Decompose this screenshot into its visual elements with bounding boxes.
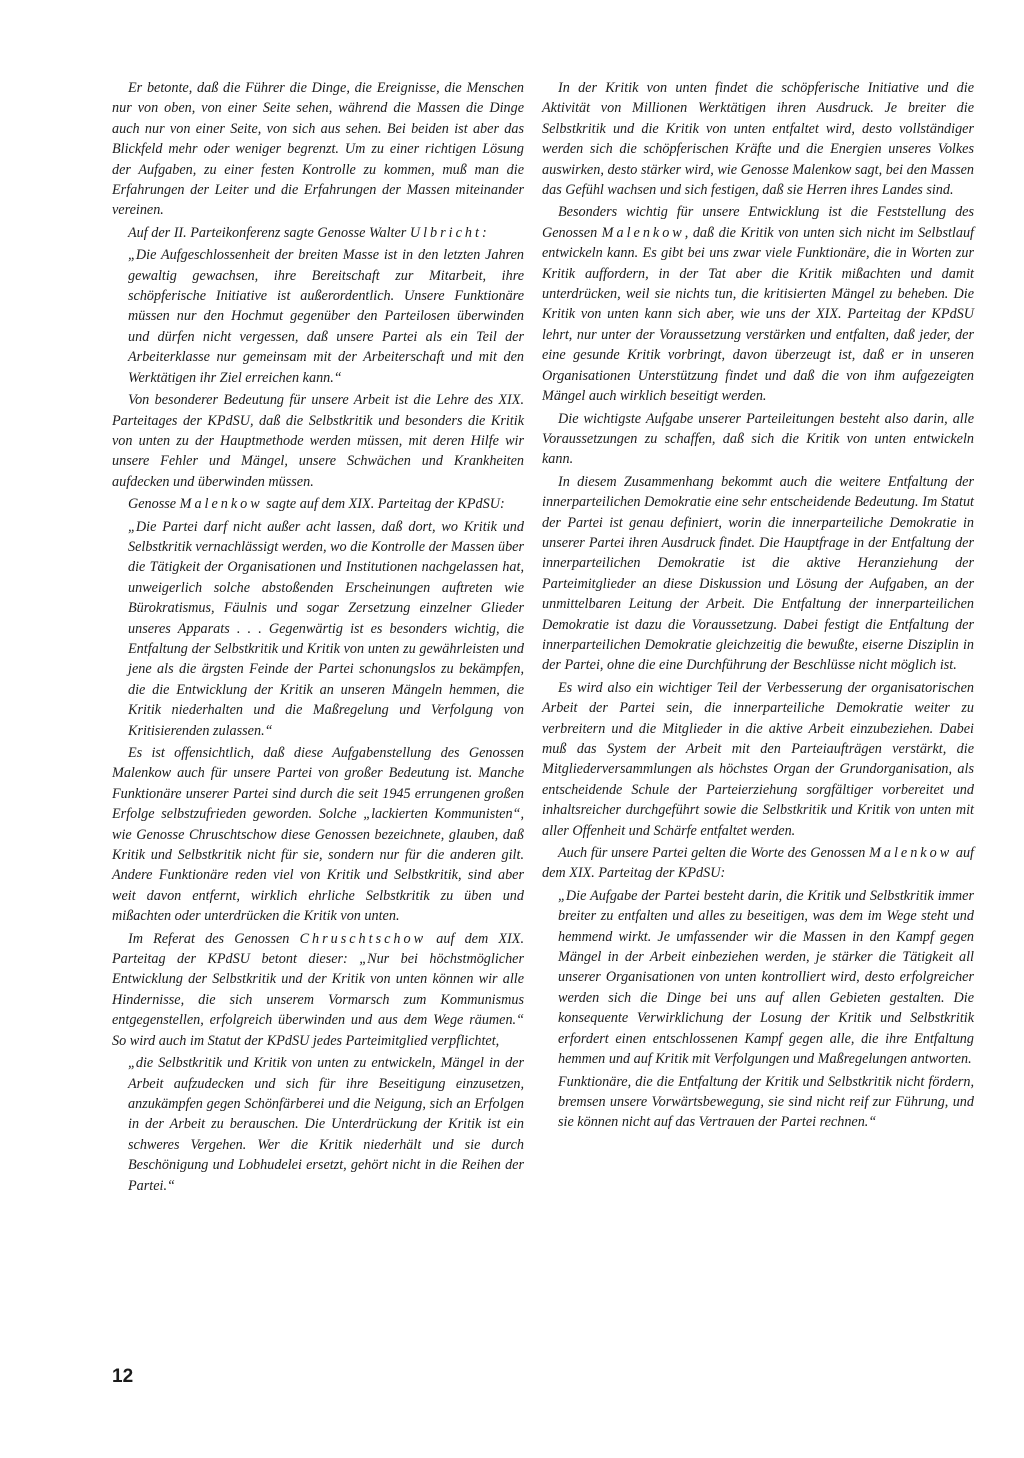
quote-paragraph: „Die Partei darf nicht außer acht lassen, daß dort, wo Kritik und Selbstkritik vernachlässigt werden, wo die Kontrolle der Massen über die Tätigkeit der Organisationen und Institutionen nachgelassen hat, unweigerlich solche abstoßenden Erscheinungen auftreten wie Bürokratismus, Fäulnis und sogar Zersetzung einzelner Glieder unseres Apparats . . . Gegenwärtig ist es besonders wichtig, die Entfaltung der Selbstkritik und Kritik von unten zu gewährleisten und jene als die ärgsten Feinde der Partei schonungslos zu bekämpfen, die die Entwicklung der Kritik an unseren Mängeln hemmen, die Kritik niederhalten und die Maßregelung und Verfolgung von Kritisierenden zulassen.“	[128, 518, 524, 739]
paragraph	[112, 929, 524, 1051]
paragraph-text: auf dem XIX. Parteitag der KPdSU betont dieser: „Nur bei höchstmöglicher Entwicklung der Selbstkritik und der Kritik von unten können wir alle Hindernisse, die sich unserem Vormarsch zum Kommunismus entgegenstellen, erfolgreich überwinden und aus dem Wege räumen.“ So wird auch im Statut der KPdSU jedes Parteimitglied verpflichtet,	[112, 930, 524, 1049]
left-column	[112, 78, 524, 1198]
paragraph-text: Im Referat des Genossen	[128, 930, 300, 947]
paragraph-text: Besonders wichtig für unsere Entwicklung ist die Feststellung des Genossen	[542, 204, 974, 241]
paragraph: Die wichtigste Aufgabe unserer Parteileitungen besteht also darin, alle Voraussetzungen zu schaffen, daß sich die Kritik von unten entwickeln kann.	[542, 410, 974, 468]
paragraph-text: auf dem XIX. Parteitag der KPdSU:	[542, 845, 974, 882]
spaced-name: Malenkow	[601, 224, 685, 241]
paragraph-text: Auch für unsere Partei gelten die Worte des Genossen	[558, 845, 870, 862]
paragraph	[112, 223, 524, 243]
spaced-name: Chruschtschow	[299, 930, 427, 947]
paragraph-text: Genosse	[128, 496, 180, 513]
page-number: 12	[112, 1366, 134, 1387]
quote-paragraph: „Die Aufgeschlossenheit der breiten Masse ist in den letzten Jahren gewaltig gewachsen, ihre Bereitschaft zur Mitarbeit, ihre schöpferische Initiative ist außerordentlich. Unsere Funktionäre müssen nur den Hochmut gegenüber den Parteilosen überwinden und dürfen nicht vergessen, daß unsere Partei als ein Teil der Arbeiterklasse nur gemeinsam mit der Arbeiterschaft und mit den Werktätigen ihr Ziel erreichen kann.“	[128, 247, 524, 386]
spaced-name: Malenkow	[179, 496, 263, 513]
paragraph-text: Auf der II. Parteikonferenz sagte Genosse Walter	[128, 224, 410, 241]
paragraph	[542, 843, 974, 884]
paragraph: Es ist offensichtlich, daß diese Aufgabenstellung des Genossen Malenkow auch für unsere Partei von großer Bedeutung ist. Manche Funktionäre unserer Partei sind durch die seit 1945 errungenen großen Erfolge selbstzufrieden geworden. Solche „lackierten Kommunisten“, wie Genosse Chruschtschow diese Genossen bezeichnete, glauben, daß Kritik und Selbstkritik nicht für sie, sondern nur für die anderen gilt. Andere Funktionäre reden viel von Kritik und Selbstkritik, sind aber weit davon entfernt, wirklich ehrliche Selbstkritik zu üben und mißachten oder unterdrücken die Kritik von unten.	[112, 745, 524, 925]
quote-paragraph: „Die Aufgabe der Partei besteht darin, die Kritik und Selbstkritik immer breiter zu entfalten und alles zu beseitigen, was dem im Wege steht und hemmend wirkt. Je umfassender wir die Massen in den Kampf gegen Mängel in der Arbeit einbeziehen werden, je stärker die Tätigkeit all unserer Organisationen von unten kontrolliert wird, desto erfolgreicher werden sich die Dinge bei uns auf allen Gebieten gestalten. Die konsequente Verwirklichung der Losung der Kritik und Selbstkritik erfordert einen entschlossenen Kampf gegen alle, die ihre Entfaltung hemmen und auf Kritik mit Verfolgungen und Maßregelungen antworten.	[558, 887, 974, 1068]
paragraph-text: , daß die Kritik von unten sich nicht im Selbstlauf entwickeln kann. Es gibt bei uns zwar viele Funktionäre, die in Worten zur Kritik auffordern, in der Tat aber die Kritik mißachten und damit unterdrücken, weil sie nichts tun, die kritisierten Mängel zu beheben. Die Kritik von unten kann sich aber, wie uns der XIX. Parteitag der KPdSU lehrt, nur unter der Voraussetzung verstärken und entfalten, daß jeder, der eine gesunde Kritik vorbringt, davon überzeugt ist, daß er in unseren Organisationen Unterstützung findet und daß die von ihm aufgezeigten Mängel auch wirklich beseitigt werden.	[542, 224, 974, 405]
spaced-name: Malenkow	[869, 845, 953, 862]
paragraph	[542, 202, 974, 406]
paragraph: In der Kritik von unten findet die schöpferische Initiative und die Aktivität von Millionen Werktätigen ihren Ausdruck. Je breiter die Selbstkritik und die Kritik von unten entfaltet wird, desto vollständiger werden sich die schöpferischen Kräfte und die Energien unseres Volkes auswirken, desto stärker wird, wie Genosse Malenkow sagt, bei den Massen das Gefühl wachsen und sich festigen, daß sie Herren ihres Landes sind.	[542, 80, 974, 199]
right-column	[542, 78, 974, 1135]
paragraph: Von besonderer Bedeutung für unsere Arbeit ist die Lehre des XIX. Parteitages der KPdSU, daß die Selbstkritik und besonders die Kritik von unten zu der Hauptmethode werden müssen, mit deren Hilfe wir unsere Fehler und Mängel, unsere Schwächen und Krankheiten aufdecken und überwinden müssen.	[112, 392, 524, 490]
paragraph: Er betonte, daß die Führer die Dinge, die Ereignisse, die Menschen nur von oben, von einer Seite sehen, während die Massen die Dinge auch nur von einer Seite, von sich aus sehen. Bei beiden ist aber das Blickfeld mehr oder weniger begrenzt. Um zu einer richtigen Lösung der Aufgaben, zu einer festen Kontrolle zu kommen, muß man die Erfahrungen der Leiter und die Erfahrungen der Massen miteinander vereinen.	[112, 80, 524, 219]
paragraph-text: :	[481, 224, 487, 241]
paragraph-text: sagte auf dem XIX. Parteitag der KPdSU:	[262, 496, 505, 513]
paragraph: Es wird also ein wichtiger Teil der Verbesserung der organisatorischen Arbeit der Partei sein, die innerparteiliche Demokratie weiter zu verbreitern und die Mitglieder in die aktive Arbeit einzubeziehen. Dabei muß das System der Arbeit mit den Parteiaufträgen verstärkt, die Mitgliederversammlungen als höchstes Organ der Grundorganisation, als entscheidende Schule der Parteierziehung sorgfältiger vorbereitet und inhaltsreicher durchgeführt sowie die Selbstkritik und Kritik von unten mit aller Offenheit und Schärfe entfaltet werden.	[542, 679, 974, 839]
quote-paragraph: „die Selbstkritik und Kritik von unten zu entwickeln, Mängel in der Arbeit aufzudecken und sich für ihre Beseitigung einzusetzen, anzukämpfen gegen Schönfärberei und die Neigung, sich an Erfolgen in der Arbeit zu berauschen. Die Unterdrückung der Kritik ist ein schweres Vergehen. Wer die Kritik niederhält und sie durch Beschönigung und Lobhudelei ersetzt, gehört nicht in die Reihen der Partei.“	[128, 1055, 524, 1194]
paragraph: In diesem Zusammenhang bekommt auch die weitere Entfaltung der innerparteilichen Demokratie eine sehr entscheidende Bedeutung. Im Statut der Partei ist genau definiert, worin die innerparteiliche Demokratie in unserer Partei ihren Ausdruck findet. Die Hauptfrage in der Entfaltung der innerparteilichen Demokratie ist die aktive Heranziehung der Parteimitglieder an diese Diskussion und Lösung der Aufgaben, an der unmittelbaren Leitung der Arbeit. Die Entfaltung der innerparteilichen Demokratie ist dazu die Voraussetzung. Dabei festigt die Entfaltung der innerparteilichen Demokratie gleichzeitig die bewußte, eiserne Disziplin in der Partei, ohne die eine Durchführung der Beschlüsse nicht möglich ist.	[542, 473, 974, 674]
quote-paragraph: Funktionäre, die die Entfaltung der Kritik und Selbstkritik nicht fördern, bremsen unsere Vorwärtsbewegung, sie sind nicht reif zur Führung, und sie können nicht auf das Vertrauen der Partei rechnen.“	[558, 1073, 974, 1131]
spaced-name: Ulbricht	[409, 224, 482, 241]
paragraph	[112, 494, 524, 514]
